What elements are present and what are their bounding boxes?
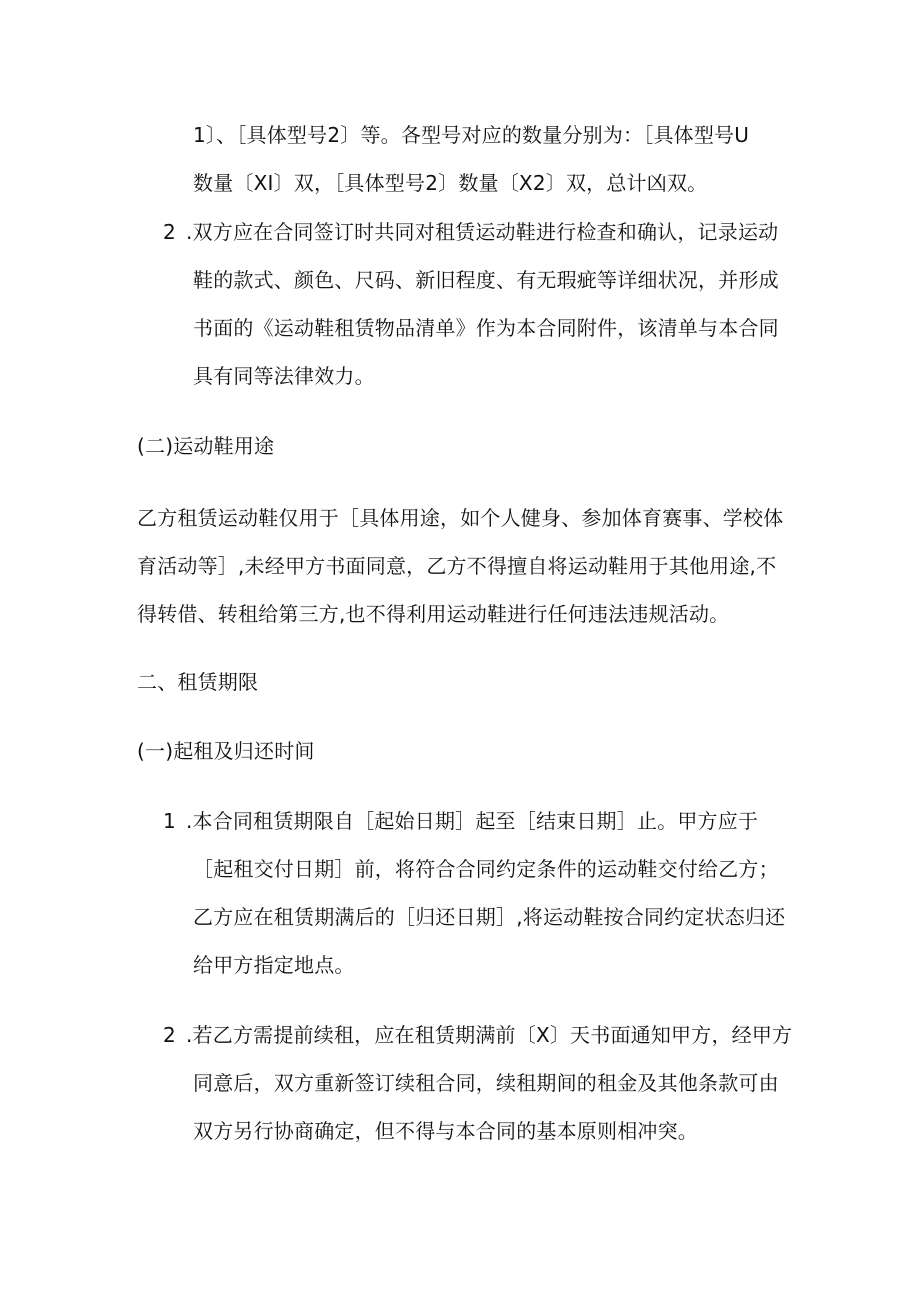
term-item2-number: 2: [163, 1023, 176, 1047]
heading-shoe-usage: (二)运动鞋用途: [137, 434, 275, 458]
item2-number: 2: [163, 220, 176, 244]
term-item1-line-1: .本合同租赁期限自［起始日期］起至［结束日期］止。甲方应于: [186, 809, 759, 833]
term-item1-line-2: ［起租交付日期］前，将符合合同约定条件的运动鞋交付给乙方；: [193, 857, 779, 881]
heading-lease-term: 二、租赁期限: [137, 670, 259, 694]
item1-line-2: 数量〔XI〕双，［具体型号2〕数量〔X2〕双，总计凶双。: [193, 171, 708, 195]
heading-start-return-time: (一)起租及归还时间: [137, 739, 315, 763]
term-item2-line-2: 同意后，双方重新签订续租合同，续租期间的租金及其他条款可由: [193, 1071, 779, 1095]
term-item1-line-3: 乙方应在租赁期满后的［归还日期］,将运动鞋按合同约定状态归还: [193, 905, 786, 929]
usage-line-1: 乙方租赁运动鞋仅用于［具体用途，如个人健身、参加体育赛事、学校体: [137, 506, 784, 530]
usage-line-2: 育活动等］,未经甲方书面同意，乙方不得擅自将运动鞋用于其他用途,不: [137, 554, 777, 578]
term-item1-line-4: 给甲方指定地点。: [193, 953, 355, 977]
item2-line-3: 书面的《运动鞋租赁物品清单》作为本合同附件，该清单与本合同: [193, 316, 779, 340]
term-item2-line-3: 双方另行协商确定，但不得与本合同的基本原则相冲突。: [193, 1119, 698, 1143]
term-item2-line-1: .若乙方需提前续租，应在租赁期满前〔X〕天书面通知甲方，经甲方: [186, 1023, 793, 1047]
usage-line-3: 得转借、转租给第三方,也不得利用运动鞋进行任何违法违规活动。: [137, 602, 730, 626]
item2-line-2: 鞋的款式、颜色、尺码、新旧程度、有无瑕疵等详细状况，并形成: [193, 268, 779, 292]
item2-line-4: 具有同等法律效力。: [193, 364, 375, 388]
term-item1-number: 1: [163, 809, 176, 833]
item1-line-1: 1〕、［具体型号2〕等。各型号对应的数量分别为：［具体型号U: [193, 123, 750, 147]
item2-line-1: .双方应在合同签订时共同对租赁运动鞋进行检查和确认，记录运动: [186, 220, 779, 244]
